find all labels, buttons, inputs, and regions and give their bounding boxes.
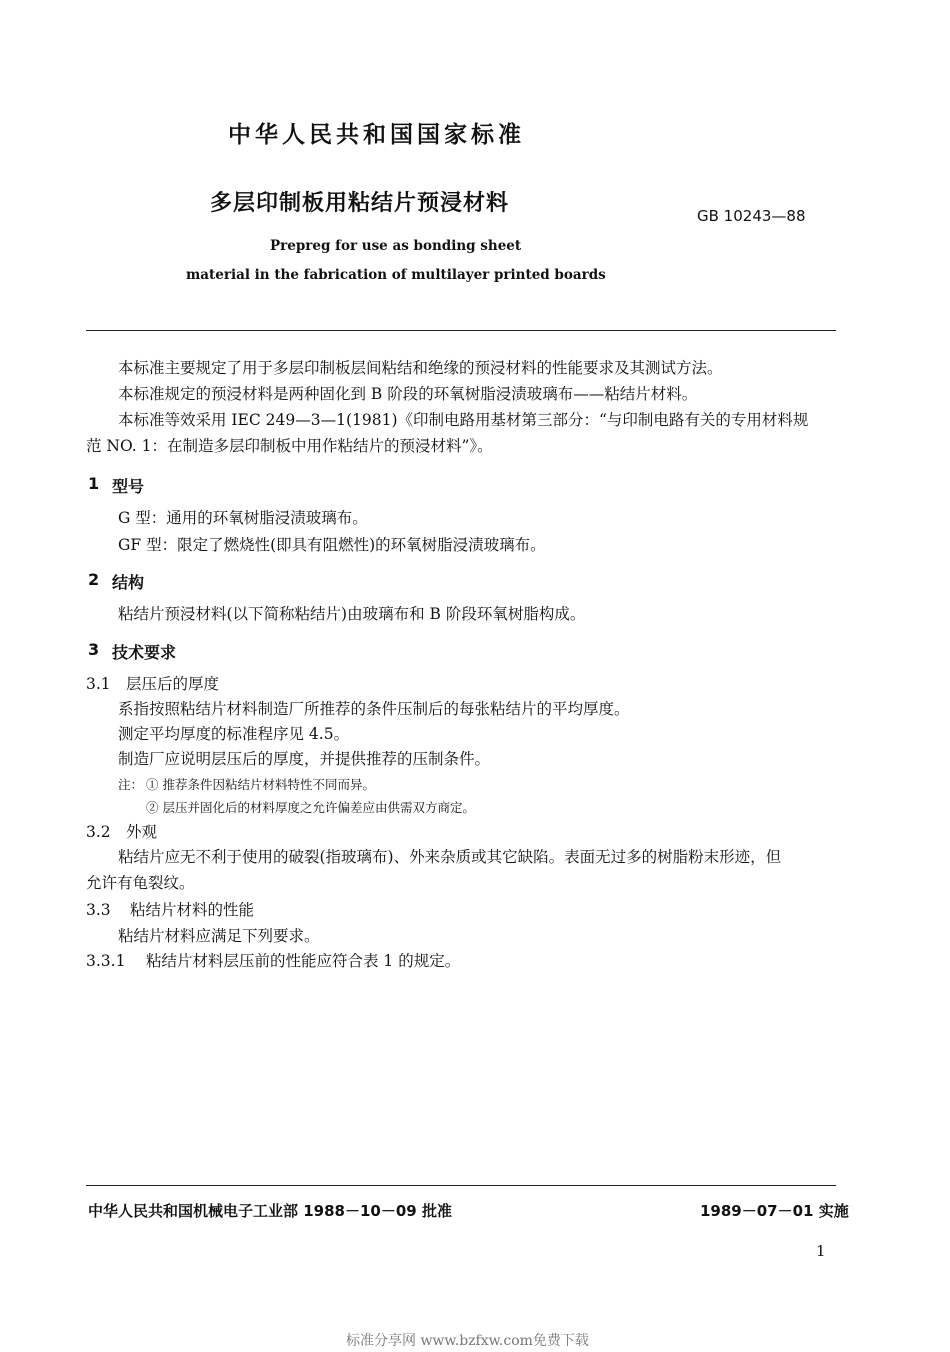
standard-authority: 中华人民共和国国家标准 — [228, 122, 525, 148]
english-title-line-1: Prepreg for use as bonding sheet — [270, 238, 522, 254]
section-1-title: 型号 — [112, 477, 145, 496]
watermark: 标准分享网 www.bzfxw.com免费下载 — [346, 1333, 589, 1349]
section-3-title: 技术要求 — [112, 643, 177, 662]
section-3-2-title: 外观 — [126, 823, 158, 841]
section-3-3-1-number: 3.3.1 — [86, 952, 126, 970]
section-1-line-2: GF 型：限定了燃烧性(即具有阻燃性)的环氧树脂浸渍玻璃布。 — [118, 536, 546, 554]
section-3-2-line-1: 粘结片应无不利于使用的破裂(指玻璃布)、外来杂质或其它缺陷。表面无过多的树脂粉末形迹，但 — [118, 848, 782, 866]
section-3-1-line-2: 测定平均厚度的标准程序见 4.5。 — [118, 725, 350, 743]
section-3-1-number: 3.1 — [86, 675, 111, 693]
page-number: 1 — [816, 1242, 826, 1260]
section-3-2-number: 3.2 — [86, 823, 111, 841]
section-3-3-number: 3.3 — [86, 901, 111, 919]
intro-paragraph-2: 本标准规定的预浸材料是两种固化到 B 阶段的环氧树脂浸渍玻璃布——粘结片材料。 — [118, 385, 698, 403]
section-3-3-line-1: 粘结片材料应满足下列要求。 — [118, 927, 320, 945]
standard-code: GB 10243—88 — [697, 207, 806, 225]
section-3-3-title: 粘结片材料的性能 — [130, 901, 255, 919]
section-1-number: 1 — [88, 474, 100, 493]
intro-paragraph-3-line-1: 本标准等效采用 IEC 249—3—1(1981)《印制电路用基材第三部分：“与印制电路有关的专用材料规 — [118, 411, 809, 429]
section-3-2-line-2: 允许有龟裂纹。 — [86, 874, 195, 892]
effective-date: 1989－07－01 实施 — [700, 1202, 849, 1220]
section-3-1-title: 层压后的厚度 — [126, 675, 220, 693]
intro-paragraph-1: 本标准主要规定了用于多层印制板层间粘结和绝缘的预浸材料的性能要求及其测试方法。 — [118, 359, 723, 377]
section-2-line-1: 粘结片预浸材料(以下简称粘结片)由玻璃布和 B 阶段环氧树脂构成。 — [118, 605, 586, 623]
approval-line: 中华人民共和国机械电子工业部 1988－10－09 批准 — [88, 1202, 452, 1220]
section-2-title: 结构 — [112, 573, 145, 592]
section-3-1-line-3: 制造厂应说明层压后的厚度，并提供推荐的压制条件。 — [118, 750, 491, 768]
footer-divider — [86, 1185, 836, 1186]
section-3-1-line-1: 系指按照粘结片材料制造厂所推荐的条件压制后的每张粘结片的平均厚度。 — [118, 700, 630, 718]
note-label: 注： — [118, 777, 144, 792]
english-title-line-2: material in the fabrication of multilayer printed boards — [186, 267, 606, 283]
note-1: ① 推荐条件因粘结片材料特性不同而异。 — [146, 777, 375, 792]
header-divider — [86, 330, 836, 331]
section-2-number: 2 — [88, 570, 100, 589]
section-3-number: 3 — [88, 640, 100, 659]
intro-paragraph-3-line-2: 范 NO. 1：在制造多层印制板中用作粘结片的预浸材料”》。 — [86, 437, 493, 455]
section-3-3-1-text: 粘结片材料层压前的性能应符合表 1 的规定。 — [146, 952, 461, 970]
section-1-line-1: G 型：通用的环氧树脂浸渍玻璃布。 — [118, 509, 368, 527]
document-title: 多层印制板用粘结片预浸材料 — [210, 191, 510, 216]
note-2: ② 层压并固化后的材料厚度之允许偏差应由供需双方商定。 — [146, 800, 475, 815]
